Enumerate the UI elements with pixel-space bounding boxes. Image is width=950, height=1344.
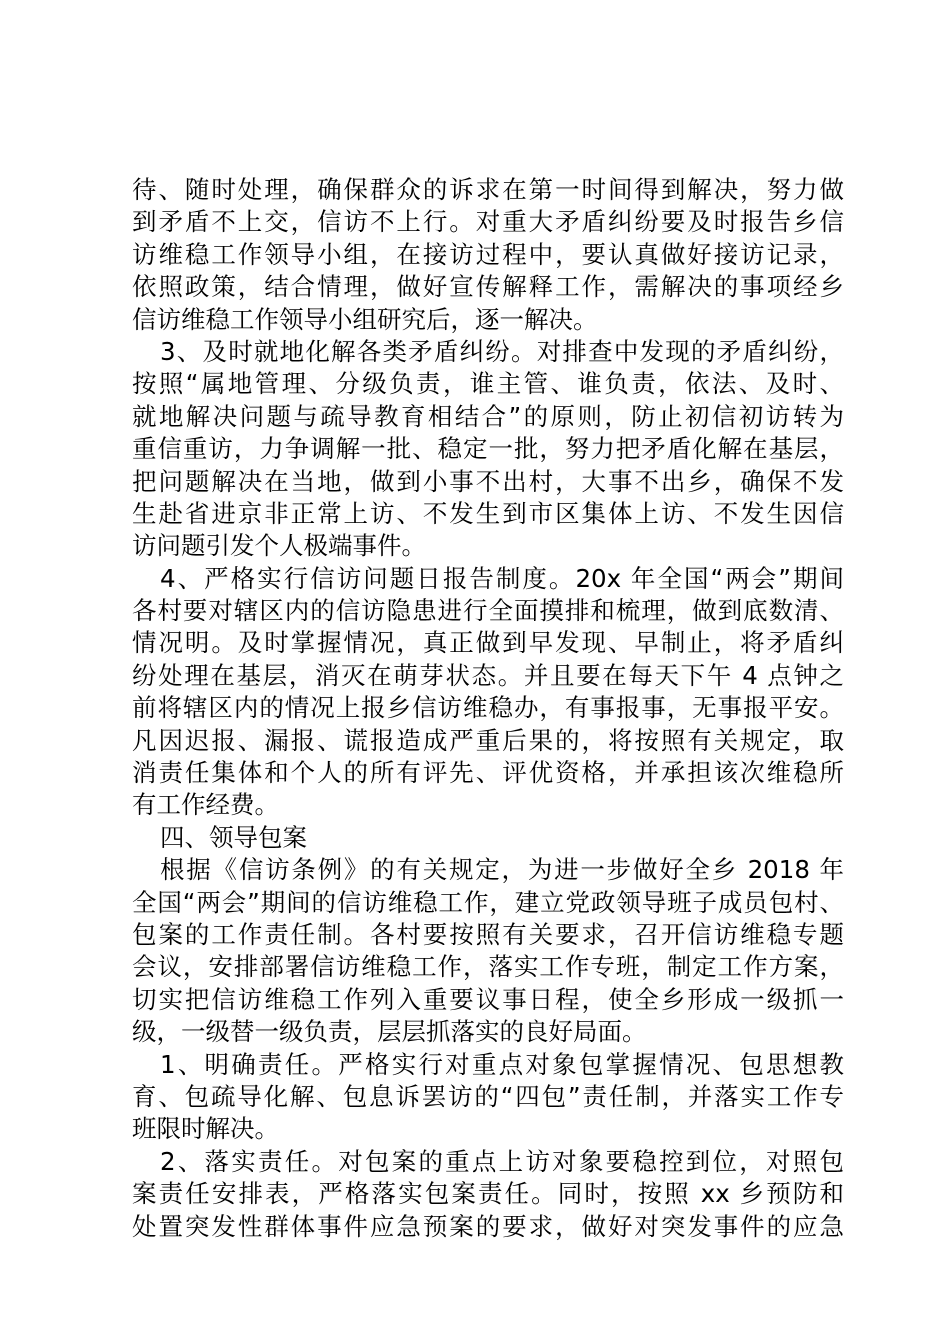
text-line: 各村要对辖区内的信访隐患进行全面摸排和梳理，做到底数清、 (132, 596, 844, 626)
text-line: 班限时解决。 (132, 1114, 279, 1144)
paragraph-start-line: 根据《信访条例》的有关规定，为进一步做好全乡 2018 年 (160, 855, 844, 885)
paragraph-start-line: 2、落实责任。对包案的重点上访对象要稳控到位，对照包 (160, 1146, 844, 1176)
text-line: 凡因迟报、漏报、谎报造成严重后果的，将按照有关规定，取 (132, 725, 844, 755)
text-line: 切实把信访维稳工作列入重要议事日程，使全乡形成一级抓一 (132, 984, 844, 1014)
text-line: 前将辖区内的情况上报乡信访维稳办，有事报事，无事报平安。 (132, 693, 844, 723)
paragraph-start-line: 1、明确责任。严格实行对重点对象包掌握情况、包思想教 (160, 1049, 844, 1079)
text-line: 全国“两会”期间的信访维稳工作，建立党政领导班子成员包村、 (132, 887, 844, 917)
text-line: 级，一级替一级负责，层层抓落实的良好局面。 (132, 1017, 647, 1047)
document-body (132, 174, 844, 1243)
section-heading: 四、领导包案 (160, 822, 307, 852)
paragraph-start-line: 3、及时就地化解各类矛盾纠纷。对排查中发现的矛盾纠纷， (160, 336, 844, 366)
text-line: 按照“属地管理、分级负责，谁主管、谁负责，依法、及时、 (132, 369, 844, 399)
text-line: 案责任安排表，严格落实包案责任。同时，按照 xx 乡预防和 (132, 1179, 844, 1209)
text-line: 会议，安排部署信访维稳工作，落实工作专班，制定工作方案， (132, 952, 844, 982)
paragraph-start-line: 4、严格实行信访问题日报告制度。20x 年全国“两会”期间 (160, 563, 844, 593)
text-line: 访问题引发个人极端事件。 (132, 531, 426, 561)
text-line: 重信重访，力争调解一批、稳定一批，努力把矛盾化解在基层， (132, 434, 844, 464)
text-line: 访维稳工作领导小组，在接访过程中，要认真做好接访记录， (132, 239, 844, 269)
text-line: 消责任集体和个人的所有评先、评优资格，并承担该次维稳所 (132, 758, 844, 788)
text-line: 依照政策，结合情理，做好宣传解释工作，需解决的事项经乡 (132, 272, 844, 302)
text-line: 把问题解决在当地，做到小事不出村，大事不出乡，确保不发 (132, 466, 844, 496)
text-line: 纷处理在基层，消灭在萌芽状态。并且要在每天下午 4 点钟之 (132, 660, 844, 690)
text-line: 育、包疏导化解、包息诉罢访的“四包”责任制，并落实工作专 (132, 1081, 844, 1111)
text-line: 信访维稳工作领导小组研究后，逐一解决。 (132, 304, 598, 334)
text-line: 生赴省进京非正常上访、不发生到市区集体上访、不发生因信 (132, 498, 844, 528)
text-line: 有工作经费。 (132, 790, 279, 820)
text-line: 处置突发性群体事件应急预案的要求，做好对突发事件的应急 (132, 1211, 844, 1241)
text-line: 包案的工作责任制。各村要按照有关要求，召开信访维稳专题 (132, 919, 844, 949)
text-line: 情况明。及时掌握情况，真正做到早发现、早制止，将矛盾纠 (132, 628, 844, 658)
text-line: 待、随时处理，确保群众的诉求在第一时间得到解决，努力做 (132, 175, 844, 204)
text-line: 到矛盾不上交，信访不上行。对重大矛盾纠纷要及时报告乡信 (132, 207, 844, 237)
text-line: 就地解决问题与疏导教育相结合”的原则，防止初信初访转为 (132, 401, 844, 431)
